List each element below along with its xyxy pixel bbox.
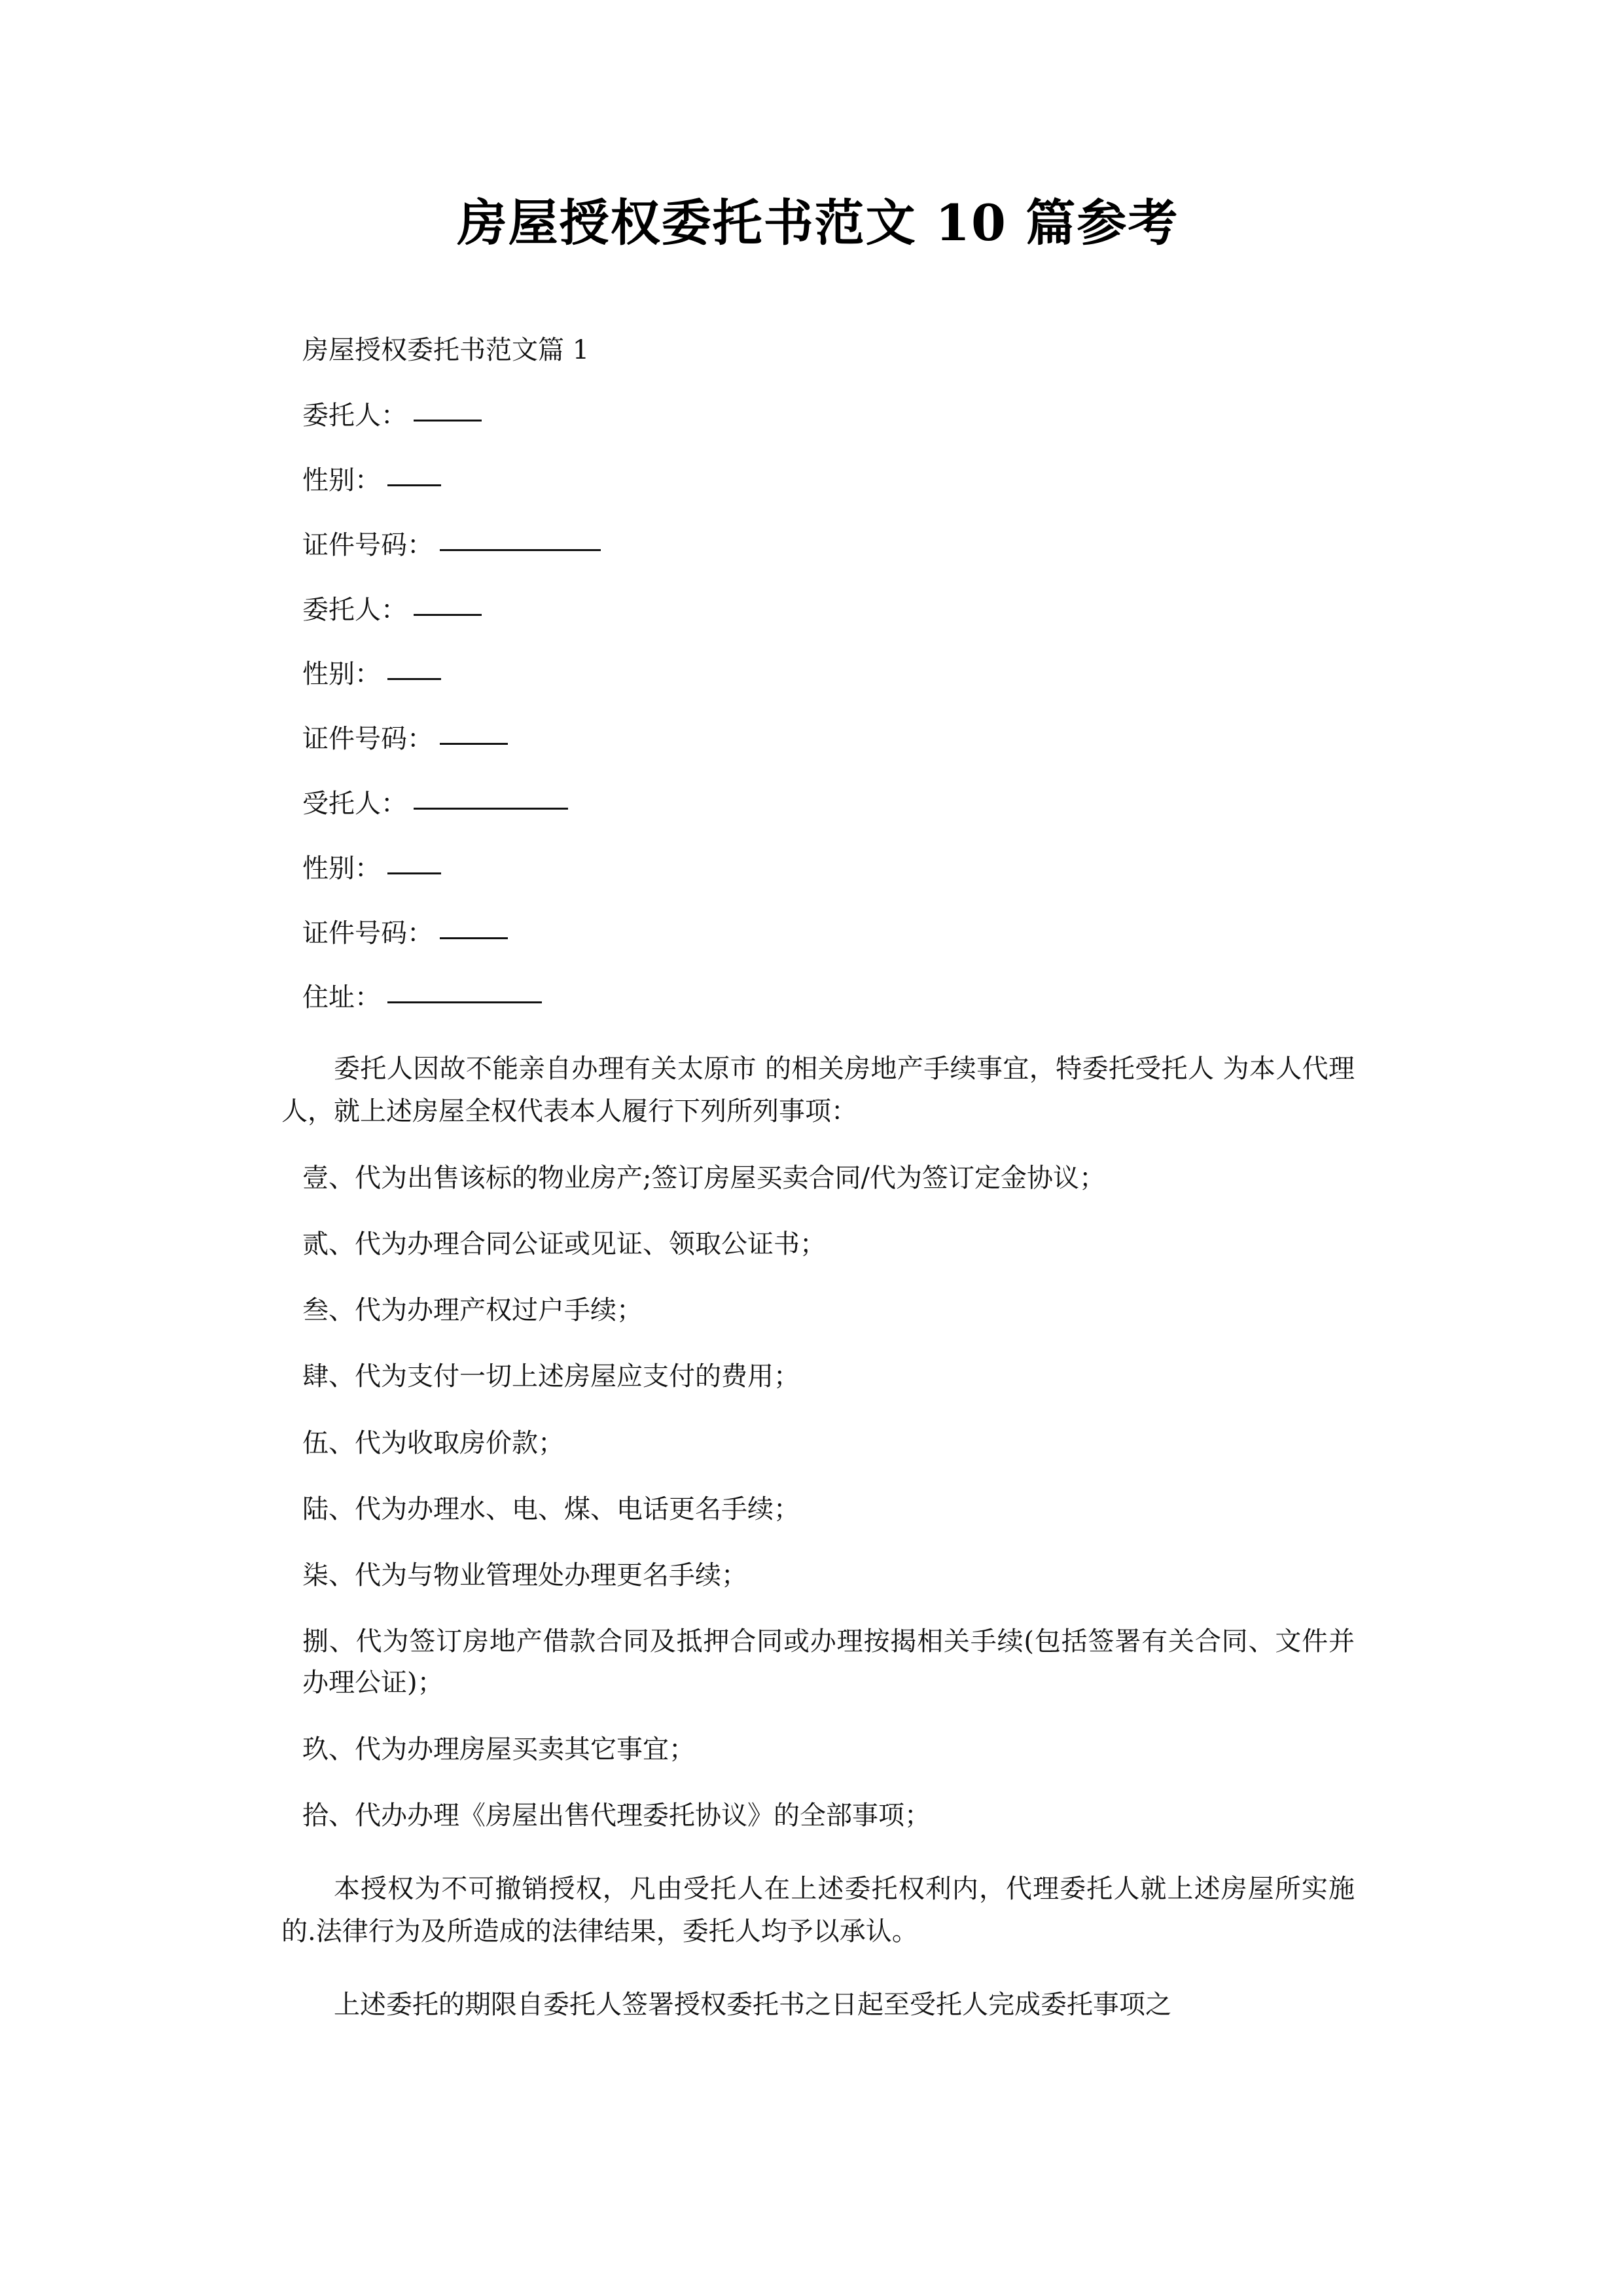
form-field-blank[interactable]: [440, 915, 508, 939]
form-field-label: 委托人：: [302, 594, 407, 625]
clause-list: [281, 1158, 1355, 1837]
form-field-row: [281, 979, 1355, 1016]
form-field-row: [281, 721, 1355, 758]
form-field-label: 受托人：: [302, 789, 407, 819]
form-field-label: 住址：: [302, 982, 381, 1013]
form-field-row: [281, 462, 1355, 499]
form-field-label: 性别：: [302, 659, 381, 690]
form-field-blank[interactable]: [387, 656, 441, 680]
closing-paragraph: 上述委托的期限自委托人签署授权委托书之日起至受托人完成委托事项之: [334, 1990, 1171, 2020]
form-field-blank[interactable]: [414, 397, 482, 422]
clause-item: 陆、代为办理水、电、煤、电话更名手续；: [302, 1494, 800, 1524]
clause-item: 伍、代为收取房价款；: [302, 1427, 564, 1458]
clause-item: 贰、代为办理合同公证或见证、领取公证书；: [302, 1229, 826, 1260]
clause-item: 柒、代为与物业管理处办理更名手续；: [302, 1560, 747, 1590]
form-field-blank[interactable]: [414, 592, 482, 616]
clause-item: 肆、代为支付一切上述房屋应支付的费用；: [302, 1361, 800, 1392]
form-field-blank[interactable]: [387, 462, 441, 486]
form-field-row: [281, 527, 1355, 564]
clause-item: 捌、代为签订房地产借款合同及抵押合同或办理按揭相关手续(包括签署有关合同、文件并办理公证)；: [302, 1626, 1355, 1698]
section-heading: 房屋授权委托书范文篇 1: [302, 335, 590, 366]
form-field-blank[interactable]: [387, 850, 441, 874]
clause-item: 拾、代办办理《房屋出售代理委托协议》的全部事项；: [302, 1800, 931, 1831]
form-field-row: [281, 656, 1355, 693]
form-field-row: [281, 397, 1355, 435]
clause-item: 叁、代为办理产权过户手续；: [302, 1295, 643, 1326]
form-field-row: [281, 915, 1355, 952]
closing-paragraph-list: [281, 1868, 1355, 2026]
form-field-label: 性别：: [302, 853, 381, 884]
closing-paragraph: 本授权为不可撤销授权，凡由受托人在上述委托权利内，代理委托人就上述房屋所实施的.法律行为及所造成的法律结果，委托人均予以承认。: [281, 1873, 1355, 1946]
form-field-row: [281, 850, 1355, 888]
form-field-label: 证件号码：: [302, 529, 433, 560]
form-field-label: 证件号码：: [302, 724, 433, 755]
form-field-blank[interactable]: [440, 721, 508, 745]
form-field-label: 委托人：: [302, 401, 407, 431]
intro-paragraph: 委托人因故不能亲自办理有关太原市 的相关房地产手续事宜，特委托受托人 为本人代理人，就上述房屋全权代表本人履行下列所列事项：: [281, 1054, 1355, 1127]
page-title: 房屋授权委托书范文 10 篇参考: [457, 194, 1179, 252]
form-field-label: 性别：: [302, 465, 381, 496]
form-field-blank[interactable]: [440, 527, 601, 551]
form-field-blank[interactable]: [387, 979, 542, 1003]
form-field-label: 证件号码：: [302, 918, 433, 948]
form-field-list: [281, 397, 1355, 1016]
clause-item: 玖、代为办理房屋买卖其它事宜；: [302, 1734, 695, 1765]
document-content: [281, 0, 1355, 2026]
form-field-row: [281, 592, 1355, 629]
form-field-blank[interactable]: [414, 785, 568, 810]
form-field-row: [281, 785, 1355, 823]
clause-item: 壹、代为出售该标的物业房产;签订房屋买卖合同/代为签订定金协议；: [302, 1162, 1105, 1193]
